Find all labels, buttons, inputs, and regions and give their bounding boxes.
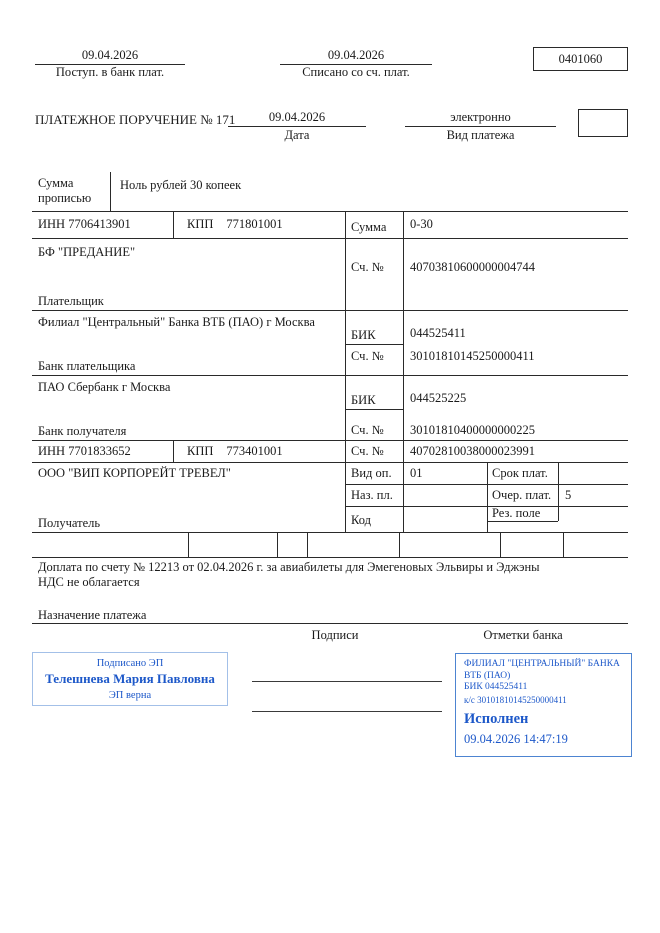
payment-kind-label: Вид платежа	[446, 128, 515, 142]
bank-stamp-corr-account: к/с 30101810145250000411	[464, 694, 567, 705]
payee-bank-account: 30101810400000000225	[410, 423, 535, 437]
payee-bank-label: Банк получателя	[38, 424, 127, 438]
table-line	[173, 440, 174, 462]
payer-bank-account: 30101810145250000411	[410, 349, 535, 363]
table-line	[563, 532, 564, 557]
signatures-label: Подписи	[311, 628, 359, 642]
debited-date-label: Списано со сч. плат.	[302, 65, 410, 79]
payee-bank-name: ПАО Сбербанк г Москва	[38, 380, 171, 394]
payer-bank-bik: 044525411	[410, 326, 466, 340]
table-line	[345, 409, 403, 410]
received-date: 09.04.2026	[81, 48, 139, 62]
payer-kpp: КПП 771801001	[187, 217, 283, 231]
form-code-box	[533, 47, 628, 71]
table-line	[173, 211, 174, 238]
payee-name: ООО "ВИП КОРПОРЕЙТ ТРЕВЕЛ"	[38, 466, 231, 480]
payer-label: Плательщик	[38, 294, 104, 308]
ocher-plat-label: Очер. плат.	[492, 488, 552, 502]
table-line	[500, 532, 501, 557]
amount-in-words-label: Сумма прописью	[38, 176, 92, 205]
signed-by-label: Подписано ЭП	[96, 658, 164, 669]
naz-pl-label: Наз. пл.	[351, 488, 393, 502]
purpose-text-line2: НДС не облагается	[38, 575, 140, 589]
table-line	[32, 238, 628, 239]
date-label: Дата	[284, 128, 310, 142]
payee-account-label: Сч. №	[351, 444, 384, 458]
table-line	[399, 532, 400, 557]
table-line	[188, 532, 189, 557]
rez-pole-label: Рез. поле	[492, 506, 541, 520]
payee-bank-bik: 044525225	[410, 391, 467, 405]
payer-account: 40703810600000004744	[410, 260, 535, 274]
signer-name: Телешнева Мария Павловна	[45, 671, 215, 686]
table-line	[32, 440, 628, 441]
table-line	[32, 532, 628, 533]
table-line	[487, 521, 558, 522]
debited-date: 09.04.2026	[327, 48, 385, 62]
payee-label: Получатель	[38, 516, 101, 530]
payee-kpp: КПП 773401001	[187, 444, 283, 458]
payer-bank-account-label: Сч. №	[351, 349, 384, 363]
received-date-label: Поступ. в банк плат.	[55, 65, 165, 79]
amount-in-words: Ноль рублей 30 копеек	[120, 178, 242, 192]
bank-marks-label: Отметки банка	[483, 628, 563, 642]
payment-kind-field	[405, 110, 556, 127]
sum-label: Сумма	[351, 220, 387, 234]
bank-stamp	[455, 653, 632, 757]
table-line	[110, 172, 111, 211]
bank-stamp-timestamp: 09.04.2026 14:47:19	[464, 731, 568, 746]
table-line	[345, 344, 403, 345]
payee-inn: ИНН 7701833652	[38, 444, 131, 458]
date-value: 09.04.2026	[268, 110, 326, 124]
bank-stamp-status: Исполнен	[464, 710, 529, 727]
ocher-plat-value: 5	[565, 488, 572, 502]
payee-account: 40702810038000023991	[410, 444, 535, 458]
table-line	[558, 462, 559, 521]
payer-account-label: Сч. №	[351, 260, 384, 274]
received-date-field	[35, 48, 185, 65]
table-line	[32, 310, 628, 311]
table-line	[345, 211, 346, 532]
payee-bank-account-label: Сч. №	[351, 423, 384, 437]
form-code: 0401060	[558, 52, 603, 66]
debited-date-field	[280, 48, 432, 65]
priority-box	[578, 109, 628, 137]
document-title: ПЛАТЕЖНОЕ ПОРУЧЕНИЕ № 171	[35, 112, 236, 127]
signature-line	[252, 711, 442, 712]
payer-bank-name: Филиал "Центральный" Банка ВТБ (ПАО) г Москва	[38, 315, 315, 329]
kod-label: Код	[351, 513, 371, 527]
table-line	[32, 375, 628, 376]
table-line	[277, 532, 278, 557]
signature-valid-label: ЭП верна	[108, 690, 152, 701]
signature-line	[252, 681, 442, 682]
payer-name: БФ "ПРЕДАНИЕ"	[38, 245, 136, 259]
table-line	[32, 462, 628, 463]
date-field	[228, 110, 366, 127]
signature-stamp	[32, 652, 228, 706]
table-line	[403, 211, 404, 532]
srok-plat-label: Срок плат.	[492, 466, 548, 480]
bank-stamp-name: ФИЛИАЛ "ЦЕНТРАЛЬНЫЙ" БАНКА ВТБ (ПАО)	[464, 659, 620, 681]
payer-bank-bik-label: БИК	[351, 328, 376, 342]
purpose-text-line1: Доплата по счету № 12213 от 02.04.2026 г. за авиабилеты для Эмегеновых Эльвиры и Эджэны	[38, 560, 540, 574]
payer-bank-label: Банк плательщика	[38, 359, 136, 373]
table-line	[32, 623, 628, 624]
bank-stamp-bik: БИК 044525411	[464, 682, 528, 692]
table-line	[487, 462, 488, 532]
sum-value: 0-30	[410, 217, 433, 231]
payee-bank-bik-label: БИК	[351, 393, 376, 407]
payment-kind-value: электронно	[450, 110, 511, 124]
purpose-label: Назначение платежа	[38, 608, 147, 622]
vid-op-label: Вид оп.	[351, 466, 392, 480]
table-line	[32, 211, 628, 212]
vid-op-value: 01	[410, 466, 423, 480]
table-line	[307, 532, 308, 557]
payer-inn: ИНН 7706413901	[38, 217, 131, 231]
table-line	[32, 557, 628, 558]
